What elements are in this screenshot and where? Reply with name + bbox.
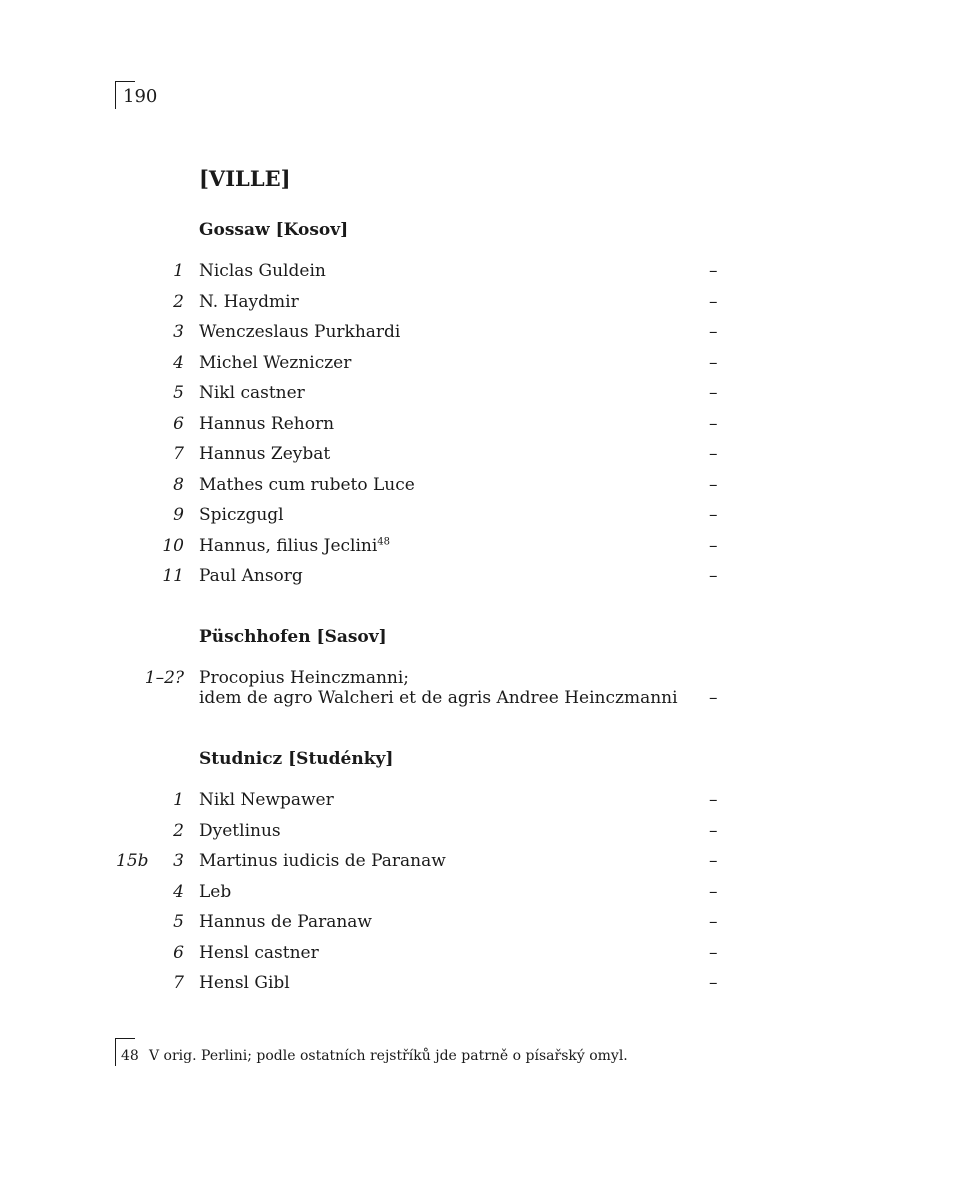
page-heading: [VILLE] xyxy=(199,166,291,191)
entry-number: 10 xyxy=(162,536,184,556)
section-title-puschhofen: Püschhofen [Sasov] xyxy=(199,627,387,647)
entry-number: 2 xyxy=(173,292,184,312)
entry-number: 6 xyxy=(173,943,184,963)
footnote xyxy=(121,1048,628,1064)
list-item xyxy=(0,912,960,936)
entry-number: 5 xyxy=(173,383,184,403)
entry-name: Procopius Heinczmanni; xyxy=(199,668,410,688)
entry-dash: – xyxy=(709,566,718,586)
footnote-number: 48 xyxy=(121,1048,139,1064)
list-item xyxy=(0,821,960,845)
entry-dash: – xyxy=(709,821,718,841)
entry-number: 3 xyxy=(173,322,184,342)
entry-dash: – xyxy=(709,912,718,932)
folio-marker: 15b xyxy=(116,851,149,871)
entry-dash: – xyxy=(709,261,718,281)
section-title-gossaw: Gossaw [Kosov] xyxy=(199,220,349,240)
entry-number: 7 xyxy=(173,444,184,464)
entry-name: Hensl castner xyxy=(199,943,319,963)
entry-name: Martinus iudicis de Paranaw xyxy=(199,851,446,871)
entry-number: 4 xyxy=(173,882,184,902)
entry-name: Nikl Newpawer xyxy=(199,790,334,810)
entry-dash: – xyxy=(709,688,718,708)
list-item xyxy=(0,943,960,967)
entry-name: Dyetlinus xyxy=(199,821,281,841)
entry-number: 6 xyxy=(173,414,184,434)
entry-name: Hannus de Paranaw xyxy=(199,912,372,932)
entry-number: 1 xyxy=(173,790,184,810)
entry-dash: – xyxy=(709,475,718,495)
entry-name-text: Hannus, filius Jeclini xyxy=(199,536,378,556)
entry-dash: – xyxy=(709,353,718,373)
entry-name: Niclas Guldein xyxy=(199,261,326,281)
entry-number: 11 xyxy=(162,566,184,586)
entry-number: 5 xyxy=(173,912,184,932)
entry-dash: – xyxy=(709,414,718,434)
list-item xyxy=(0,668,960,712)
entry-number: 7 xyxy=(173,973,184,993)
footnote-reference[interactable]: 48 xyxy=(377,536,391,548)
section-title-studnicz: Studnicz [Studénky] xyxy=(199,749,394,769)
list-item xyxy=(0,566,960,590)
entry-number: 8 xyxy=(173,475,184,495)
entry-note: idem de agro Walcheri et de agris Andree Heinczmanni xyxy=(199,688,678,708)
entry-name: Leb xyxy=(199,882,232,902)
entry-number: 2 xyxy=(173,821,184,841)
entry-number: 4 xyxy=(173,353,184,373)
entry-number: 9 xyxy=(173,505,184,525)
entry-dash: – xyxy=(709,536,718,556)
list-item xyxy=(0,851,960,875)
entry-name: Paul Ansorg xyxy=(199,566,303,586)
entry-dash: – xyxy=(709,973,718,993)
entry-name: Hannus Zeybat xyxy=(199,444,331,464)
list-item xyxy=(0,973,960,997)
entry-name: Spiczgugl xyxy=(199,505,284,525)
list-item xyxy=(0,383,960,407)
entry-dash: – xyxy=(709,383,718,403)
footnote-text: V orig. Perlini; podle ostatních rejstříků jde patrně o písařský omyl. xyxy=(149,1048,628,1064)
entry-dash: – xyxy=(709,322,718,342)
entry-name xyxy=(199,536,390,556)
entry-name: Wenczeslaus Purkhardi xyxy=(199,322,401,342)
list-item xyxy=(0,322,960,346)
entry-name: Nikl castner xyxy=(199,383,305,403)
list-item xyxy=(0,536,960,560)
list-item xyxy=(0,261,960,285)
entry-dash: – xyxy=(709,292,718,312)
entry-number: 3 xyxy=(173,851,184,871)
page-number: 190 xyxy=(123,86,158,107)
list-item xyxy=(0,414,960,438)
list-item xyxy=(0,353,960,377)
list-item xyxy=(0,292,960,316)
list-item xyxy=(0,475,960,499)
entry-name: Hannus Rehorn xyxy=(199,414,335,434)
list-item xyxy=(0,790,960,814)
entry-dash: – xyxy=(709,943,718,963)
list-item xyxy=(0,882,960,906)
entry-dash: – xyxy=(709,882,718,902)
entry-name: Michel Wezniczer xyxy=(199,353,352,373)
list-item xyxy=(0,505,960,529)
entry-number: 1 xyxy=(173,261,184,281)
entry-name: Mathes cum rubeto Luce xyxy=(199,475,415,495)
entry-name: Hensl Gibl xyxy=(199,973,290,993)
entry-name: N. Haydmir xyxy=(199,292,299,312)
entry-dash: – xyxy=(709,851,718,871)
entry-dash: – xyxy=(709,505,718,525)
list-item xyxy=(0,444,960,468)
entry-dash: – xyxy=(709,444,718,464)
entry-dash: – xyxy=(709,790,718,810)
entry-number: 1–2? xyxy=(144,668,184,688)
